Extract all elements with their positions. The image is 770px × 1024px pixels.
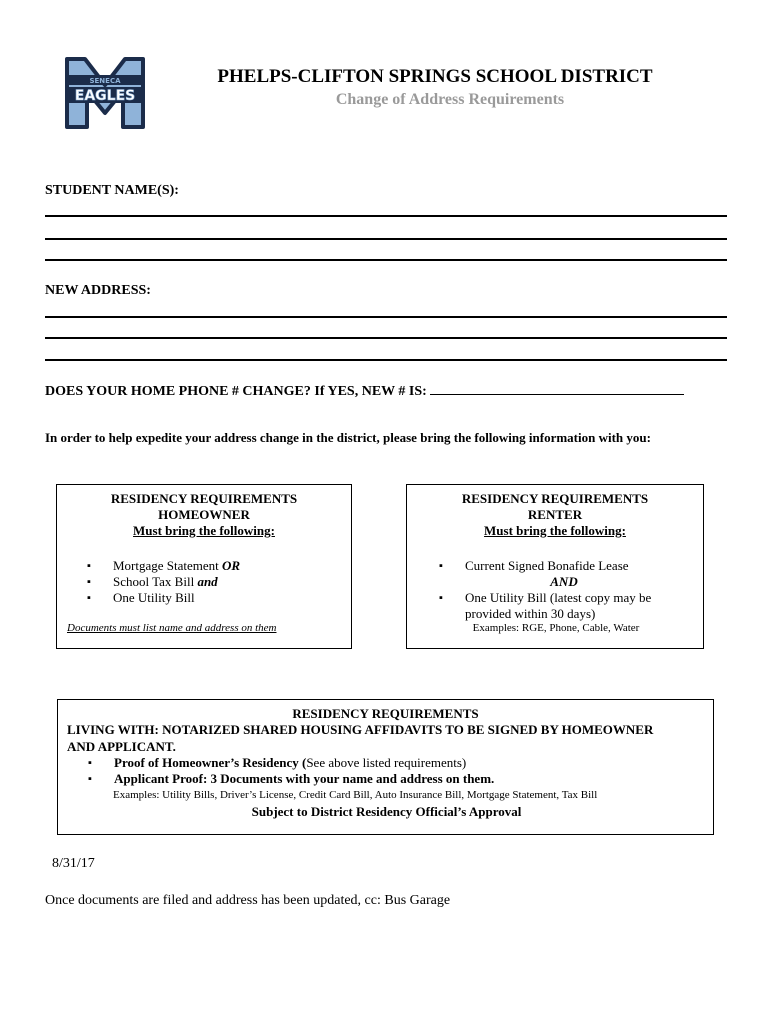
form-date: 8/31/17 [52, 856, 95, 871]
cc-note: Once documents are filed and address has been updated, cc: Bus Garage [45, 893, 451, 908]
phone-change-label: DOES YOUR HOME PHONE # CHANGE? If YES, NEW # IS: [45, 384, 427, 399]
intro-text: In order to help expedite your address change in the district, please bring the following information with you: [45, 430, 651, 445]
living-with-requirements-box [57, 699, 714, 835]
renter-footnote: Examples: RGE, Phone, Cable, Water [472, 622, 640, 634]
renter-list [439, 558, 689, 622]
homeowner-must-bring: Must bring the following: [133, 523, 275, 538]
living-with-list [88, 755, 494, 787]
renter-and: AND [550, 574, 578, 589]
logo-top-text: SENECA [89, 77, 121, 85]
living-with-examples: Examples: Utility Bills, Driver’s License, Credit Card Bill, Auto Insurance Bill, Mortgage Statement, Tax Bill [113, 789, 598, 801]
list-item: ▪ One Utility Bill (latest copy may be provided within 30 days) [439, 590, 689, 622]
living-with-line-2: AND APPLICANT. [67, 739, 176, 754]
new-address-line-1[interactable] [45, 316, 727, 318]
new-address-line-3[interactable] [45, 359, 727, 361]
list-item: ▪ Mortgage Statement OR [87, 558, 240, 574]
renter-requirements-box [406, 484, 704, 649]
homeowner-footnote: Documents must list name and address on them [67, 622, 277, 634]
new-address-line-2[interactable] [45, 337, 727, 339]
new-phone-field[interactable] [430, 381, 684, 395]
school-logo [63, 55, 147, 131]
homeowner-subheading: HOMEOWNER [158, 507, 250, 522]
renter-must-bring: Must bring the following: [484, 523, 626, 538]
eagles-m-logo-icon [63, 55, 147, 131]
renter-heading: RESIDENCY REQUIREMENTS [461, 491, 649, 506]
homeowner-heading: RESIDENCY REQUIREMENTS [110, 491, 298, 506]
living-with-line-1: LIVING WITH: NOTARIZED SHARED HOUSING AFFIDAVITS TO BE SIGNED BY HOMEOWNER [67, 722, 654, 737]
student-name-label: STUDENT NAME(S): [45, 183, 179, 198]
homeowner-list [87, 558, 240, 606]
new-address-label: NEW ADDRESS: [45, 283, 151, 298]
student-name-line-1[interactable] [45, 215, 727, 217]
page-title: PHELPS-CLIFTON SPRINGS SCHOOL DISTRICT [217, 66, 653, 87]
list-item: ▪ Current Signed Bonafide Lease [439, 558, 689, 574]
list-item: ▪ School Tax Bill and [87, 574, 240, 590]
phone-change-row [45, 381, 684, 400]
student-name-line-3[interactable] [45, 259, 727, 261]
student-name-line-2[interactable] [45, 238, 727, 240]
logo-word: EAGLES [74, 88, 136, 104]
homeowner-requirements-box [56, 484, 352, 649]
approval-note: Subject to District Residency Official’s Approval [251, 804, 522, 819]
renter-subheading: RENTER [527, 507, 583, 522]
living-with-heading: RESIDENCY REQUIREMENTS [292, 706, 479, 721]
page-subtitle: Change of Address Requirements [335, 91, 565, 108]
list-item: ▪ Proof of Homeowner’s Residency (See above listed requirements) [88, 755, 494, 771]
list-item: ▪ Applicant Proof: 3 Documents with your name and address on them. [88, 771, 494, 787]
list-item: ▪ One Utility Bill [87, 590, 240, 606]
